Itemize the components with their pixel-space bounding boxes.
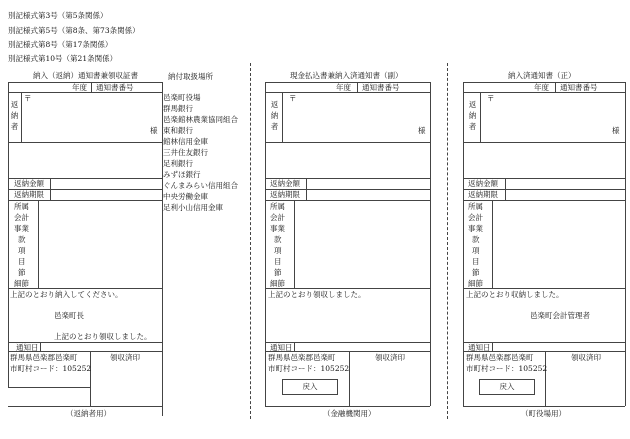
slip2-notice-date-label: 通知日 [270,343,293,352]
slip3-notice-date-label: 通知日 [468,343,491,352]
slip3-account-4: 項 [472,246,480,255]
bank-item: 館林信用金庫 [163,137,208,146]
bank-item: 群馬銀行 [163,104,193,113]
slip3-treasurer: 邑楽町会計管理者 [530,311,590,320]
slip3-notice-no-label: 通知書番号 [560,83,598,92]
slip2-account-3: 款 [274,235,282,244]
slip3-deadline-label: 返納期限 [468,190,498,199]
slip1-issuer: 邑楽町長 [54,311,84,320]
slip3-return-button[interactable]: 戻入 [479,379,535,395]
slip2-stamp-label: 領収済印 [375,353,405,362]
slip2-account-2: 事業 [270,224,285,233]
slip1-footer: （返納者用） [66,409,111,418]
slip2-amount-label: 返納金額 [270,179,300,188]
slip3-statement: 上記のとおり収納しました。 [466,290,564,299]
slip1-postal-mark: 〒 [24,94,32,103]
slip3-year-label: 年度 [534,83,549,92]
slip1-account-4: 項 [18,246,26,255]
slip3-account-5: 目 [472,257,480,266]
slip3-sama: 様 [612,126,620,135]
cut-line-1 [250,63,251,419]
slip2-deadline-label: 返納期限 [270,190,300,199]
bank-item: 足利小山信用金庫 [163,203,223,212]
bank-item: 中央労働金庫 [163,192,208,201]
slip2-account-5: 目 [274,257,282,266]
slip1-account-2: 事業 [14,224,29,233]
slip3-municipality-code: 市町村コード：105252 [466,364,548,373]
slip1-municipality: 群馬県邑楽郡邑楽町 [10,353,78,362]
slip3-payer-label: 返納者 [468,100,477,131]
slip3-stamp-label: 領収済印 [571,353,601,362]
bank-item: 足利銀行 [163,159,193,168]
slip1-received: 上記のとおり領収しました。 [54,332,152,341]
slip2-account-6: 節 [274,268,282,277]
slip2-account-7: 細節 [270,279,285,288]
slip1-sama: 様 [150,126,158,135]
slip2-municipality-code: 市町村コード：105252 [268,364,350,373]
slip3-account-3: 款 [472,235,480,244]
slip2-municipality: 群馬県邑楽郡邑楽町 [268,353,336,362]
form-number-line-3: 別記様式第8号（第17条関係） [8,40,113,49]
bank-item: 邑楽町役場 [163,93,201,102]
form-number-line-2: 別記様式第5号（第8条、第73条関係） [8,26,140,35]
slip3-postal-mark: 〒 [487,94,495,103]
slip3-account-1: 会計 [468,213,483,222]
slip3-amount-label: 返納金額 [468,179,498,188]
slip1-account-6: 節 [18,268,26,277]
slip2-sama: 様 [418,126,426,135]
slip3-account-0: 所属 [468,202,483,211]
slip1-account-0: 所属 [14,202,29,211]
bank-item: 東和銀行 [163,126,193,135]
form-number-line-4: 別記様式第10号（第21条関係） [8,54,118,63]
slip1-notice-date-label: 通知日 [16,343,39,352]
slip1-payer-label: 返納者 [10,100,19,131]
slip1-account-3: 款 [18,235,26,244]
payment-locations-title: 納付取扱場所 [168,72,213,81]
slip2-footer: （金融機関用） [323,409,376,418]
form-number-line-1: 別記様式第3号（第5条関係） [8,11,108,20]
slip3-title: 納入済通知書（正） [508,71,576,80]
slip1-stamp-label: 領収済印 [110,353,140,362]
slip2-notice-no-label: 通知書番号 [362,83,400,92]
slip1-account-7: 細節 [14,279,29,288]
slip3-account-2: 事業 [468,224,483,233]
slip2-payer-label: 返納者 [270,100,279,131]
slip1-account-1: 会計 [14,213,29,222]
slip2-account-0: 所属 [270,202,285,211]
cut-line-2 [447,63,448,419]
slip2-account-4: 項 [274,246,282,255]
bank-item: みずほ銀行 [163,170,201,179]
slip1-amount-label: 返納金額 [14,179,44,188]
slip2-account-1: 会計 [270,213,285,222]
slip2-year-label: 年度 [336,83,351,92]
slip1-municipality-code: 市町村コード：105252 [10,364,92,373]
bank-item: ぐんまみらい信用組合 [163,181,238,190]
slip1-deadline-label: 返納期限 [14,190,44,199]
slip3-account-7: 細節 [468,279,483,288]
slip2-statement: 上記のとおり領収しました。 [268,290,366,299]
bank-item: 邑楽館林農業協同組合 [163,115,238,124]
slip1-notice-no-label: 通知書番号 [96,83,134,92]
slip1-year-label: 年度 [72,83,87,92]
slip1-account-5: 目 [18,257,26,266]
slip2-title: 現金払込書兼納入済通知書（副） [290,71,403,80]
slip3-footer: （町役場用） [521,409,566,418]
slip2-postal-mark: 〒 [289,94,297,103]
slip3-account-6: 節 [472,268,480,277]
slip1-statement: 上記のとおり納入してください。 [10,290,123,299]
slip3-municipality: 群馬県邑楽郡邑楽町 [466,353,534,362]
slip1-title: 納入（返納）通知書兼領収証書 [33,71,138,80]
slip2-return-button[interactable]: 戻入 [282,379,338,395]
bank-item: 三井住友銀行 [163,148,208,157]
